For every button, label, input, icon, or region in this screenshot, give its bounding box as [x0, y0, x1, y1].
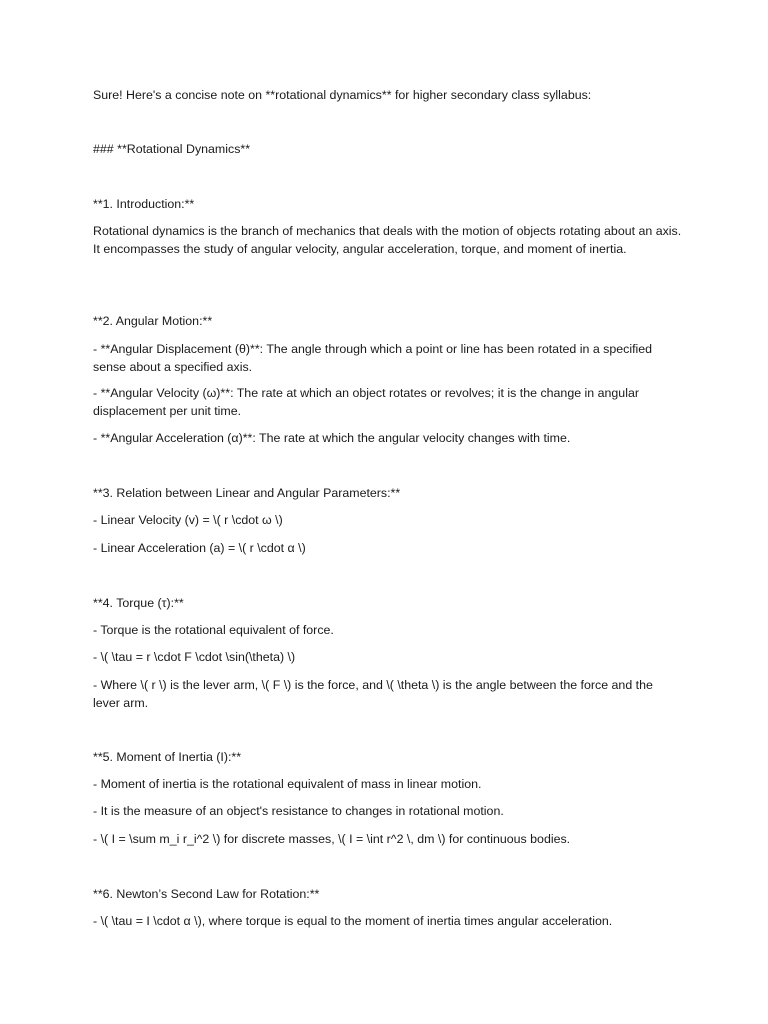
- list-item-inertia-measure: - It is the measure of an object's resistance to changes in rotational motion.: [93, 804, 504, 818]
- section-heading-relation: **3. Relation between Linear and Angular Parameters:**: [93, 486, 401, 500]
- list-item-newton-torque-formula: - \( \tau = I \cdot α \), where torque is equal to the moment of inertia times angular acceleration.: [93, 914, 613, 928]
- section-heading-moment-of-inertia: **5. Moment of Inertia (I):**: [93, 750, 242, 764]
- introduction-paragraph: Rotational dynamics is the branch of mechanics that deals with the motion of objects rotating about an axis. It encompasses the study of angular velocity, angular acceleration, torque, and moment of inertia.: [93, 224, 682, 256]
- document-title: ### **Rotational Dynamics**: [93, 142, 251, 156]
- section-heading-angular-motion: **2. Angular Motion:**: [93, 314, 213, 328]
- section-heading-torque: **4. Torque (τ):**: [93, 596, 184, 610]
- intro-line: Sure! Here's a concise note on **rotational dynamics** for higher secondary class syllabus:: [93, 88, 592, 102]
- list-item-torque-formula: - \( \tau = r \cdot F \cdot \sin(\theta) \): [93, 650, 296, 664]
- list-item-angular-acceleration: - **Angular Acceleration (α)**: The rate at which the angular velocity changes with time.: [93, 431, 571, 445]
- section-heading-introduction: **1. Introduction:**: [93, 197, 195, 211]
- section-heading-newton-second-law: **6. Newton’s Second Law for Rotation:**: [93, 887, 320, 901]
- list-item-torque-definition: - Torque is the rotational equivalent of force.: [93, 623, 334, 637]
- list-item-linear-velocity: - Linear Velocity (v) = \( r \cdot ω \): [93, 513, 283, 527]
- list-item-inertia-formula: - \( I = \sum m_i r_i^2 \) for discrete masses, \( I = \int r^2 \, dm \) for continuous bodies.: [93, 832, 571, 846]
- list-item-angular-velocity: - **Angular Velocity (ω)**: The rate at which an object rotates or revolves; it is the change in angular displacement per unit time.: [93, 386, 639, 418]
- list-item-torque-terms: - Where \( r \) is the lever arm, \( F \) is the force, and \( \theta \) is the angle between the force and the lever arm.: [93, 678, 653, 710]
- list-item-angular-displacement: - **Angular Displacement (θ)**: The angle through which a point or line has been rotated in a specified sense about a specified axis.: [93, 342, 653, 374]
- list-item-inertia-definition: - Moment of inertia is the rotational equivalent of mass in linear motion.: [93, 777, 482, 791]
- list-item-linear-acceleration: - Linear Acceleration (a) = \( r \cdot α \): [93, 541, 306, 555]
